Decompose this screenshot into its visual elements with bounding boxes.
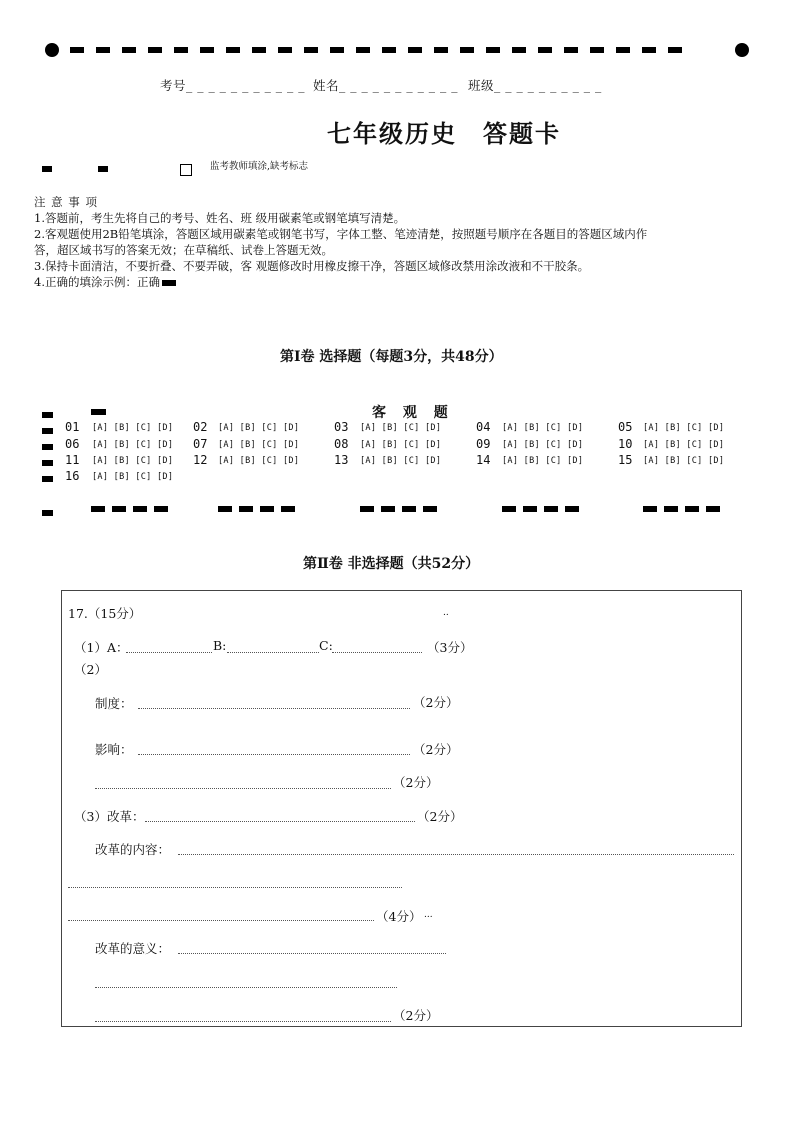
question-number: 13 xyxy=(334,453,349,467)
note-item: 3.保持卡面清洁，不要折叠、不要弄破，客 观题修改时用橡皮擦干净，答题区域修改禁用涂改液和不干胶条。 xyxy=(34,259,590,273)
note-item-example xyxy=(34,274,647,290)
timing-mark xyxy=(42,166,52,172)
meaning-label: 改革的意义： xyxy=(95,941,171,956)
objective-label: 客 观 题 xyxy=(372,405,454,421)
name-field[interactable]: 姓名_ _ _ _ _ _ _ _ _ _ _ xyxy=(313,78,458,93)
answer-options[interactable]: [A] [B] [C] [D] xyxy=(360,440,442,450)
answer-options[interactable]: [A] [B] [C] [D] xyxy=(92,423,174,433)
section2-title: 第Ⅱ卷 非选择题（共52分） xyxy=(303,556,480,572)
answer-line-content-1[interactable] xyxy=(178,854,734,855)
question-number: 15 xyxy=(618,453,633,467)
system-score: （2分） xyxy=(413,695,459,710)
question-number: 14 xyxy=(476,453,491,467)
content-label: 改革的内容： xyxy=(95,842,171,857)
page-title: 七年级历史 答题卡 xyxy=(327,119,561,148)
answer-line-meaning-2[interactable] xyxy=(95,987,397,988)
part1-score: （3分） xyxy=(427,640,473,655)
question-number: 02 xyxy=(193,420,208,434)
row-mark xyxy=(42,444,53,450)
question-number: 09 xyxy=(476,437,491,451)
meaning-score: （2分） xyxy=(393,1008,439,1023)
answer-options[interactable]: [A] [B] [C] [D] xyxy=(360,423,442,433)
row-mark xyxy=(42,476,53,482)
column-marks-group xyxy=(643,506,720,512)
row-mark xyxy=(42,460,53,466)
note-item: 1.答题前，考生先将自己的考号、姓名、班 级用碳素笔或钢笔填写清楚。 xyxy=(34,211,406,225)
column-marks-group xyxy=(218,506,295,512)
corner-dot-left xyxy=(45,43,59,57)
answer-line-c[interactable] xyxy=(332,652,422,653)
corner-dot-right xyxy=(735,43,749,57)
row-mark xyxy=(42,428,53,434)
top-dash-row xyxy=(70,47,682,53)
notes-block xyxy=(34,194,647,290)
q17-dots: .. xyxy=(443,608,449,618)
answer-line-meaning-3[interactable] xyxy=(95,1021,391,1022)
part3-label: （3）改革： xyxy=(74,809,145,824)
answer-options[interactable]: [A] [B] [C] [D] xyxy=(92,472,174,482)
influence-label: 影响： xyxy=(95,742,133,757)
question-number: 01 xyxy=(65,420,80,434)
answer-options[interactable]: [A] [B] [C] [D] xyxy=(360,456,442,466)
answer-options[interactable]: [A] [B] [C] [D] xyxy=(643,456,725,466)
answer-options[interactable]: [A] [B] [C] [D] xyxy=(218,423,300,433)
part1-label: （1）A： xyxy=(74,640,129,655)
question-number: 16 xyxy=(65,469,80,483)
answer-line-influence-2[interactable] xyxy=(95,788,391,789)
part1-c-label: C: xyxy=(319,638,333,653)
notes-heading: 注 意 事 项 xyxy=(34,195,98,209)
question-number: 07 xyxy=(193,437,208,451)
answer-options[interactable]: [A] [B] [C] [D] xyxy=(92,456,174,466)
question-number: 08 xyxy=(334,437,349,451)
answer-line-system[interactable] xyxy=(138,708,410,709)
question-number: 05 xyxy=(618,420,633,434)
system-label: 制度： xyxy=(95,696,133,711)
answer-line-content-2[interactable] xyxy=(68,887,402,888)
answer-options[interactable]: [A] [B] [C] [D] xyxy=(218,456,300,466)
exam-number-field[interactable]: 考号_ _ _ _ _ _ _ _ _ _ _ xyxy=(160,78,305,93)
question-number: 03 xyxy=(334,420,349,434)
column-marks-group xyxy=(502,506,579,512)
column-mark xyxy=(91,409,106,415)
part3-score: （2分） xyxy=(417,809,463,824)
answer-options[interactable]: [A] [B] [C] [D] xyxy=(502,423,584,433)
content-score: （4分） xyxy=(376,909,422,924)
influence-score: （2分） xyxy=(413,742,459,757)
question-number: 10 xyxy=(618,437,633,451)
question-number: 04 xyxy=(476,420,491,434)
class-field[interactable]: 班级_ _ _ _ _ _ _ _ _ _ xyxy=(468,78,602,93)
question-number: 11 xyxy=(65,453,80,467)
note-item: 2.客观题使用2B铅笔填涂，答题区域用碳素笔或钢笔书写，字体工整、笔迹清楚，按照题号顺序在各题目的答题区域内作 xyxy=(34,227,648,241)
answer-options[interactable]: [A] [B] [C] [D] xyxy=(502,456,584,466)
answer-line-reform[interactable] xyxy=(145,821,415,822)
row-mark xyxy=(42,510,53,516)
answer-line-influence[interactable] xyxy=(138,754,410,755)
note-item: 答，超区域书写的答案无效；在草稿纸、试卷上答题无效。 xyxy=(34,243,333,257)
content-dots: ... xyxy=(424,910,433,920)
answer-line-b[interactable] xyxy=(227,652,319,653)
timing-mark xyxy=(98,166,108,172)
answer-options[interactable]: [A] [B] [C] [D] xyxy=(502,440,584,450)
answer-line-a[interactable] xyxy=(126,652,212,653)
answer-line-meaning-1[interactable] xyxy=(178,953,446,954)
answer-options[interactable]: [A] [B] [C] [D] xyxy=(218,440,300,450)
question-number: 06 xyxy=(65,437,80,451)
row-mark xyxy=(42,412,53,418)
answer-options[interactable]: [A] [B] [C] [D] xyxy=(92,440,174,450)
column-marks-group xyxy=(360,506,437,512)
note-item: 4.正确的填涂示例：正确 xyxy=(34,275,160,289)
absent-checkbox[interactable] xyxy=(180,164,192,176)
part2-label: （2） xyxy=(74,662,107,677)
column-marks-group xyxy=(91,506,168,512)
section1-title: 第I卷 选择题（每题3分，共48分） xyxy=(280,349,503,365)
question-number: 12 xyxy=(193,453,208,467)
q17-label: 17.（15分） xyxy=(68,606,142,621)
answer-line-content-3[interactable] xyxy=(68,920,374,921)
answer-box-q17 xyxy=(61,590,742,1027)
influence-score-2: （2分） xyxy=(393,775,439,790)
answer-options[interactable]: [A] [B] [C] [D] xyxy=(643,423,725,433)
absent-note: 监考教师填涂,缺考标志 xyxy=(210,161,309,172)
fill-example-mark xyxy=(162,280,176,286)
part1-b-label: B: xyxy=(213,638,227,653)
answer-options[interactable]: [A] [B] [C] [D] xyxy=(643,440,725,450)
